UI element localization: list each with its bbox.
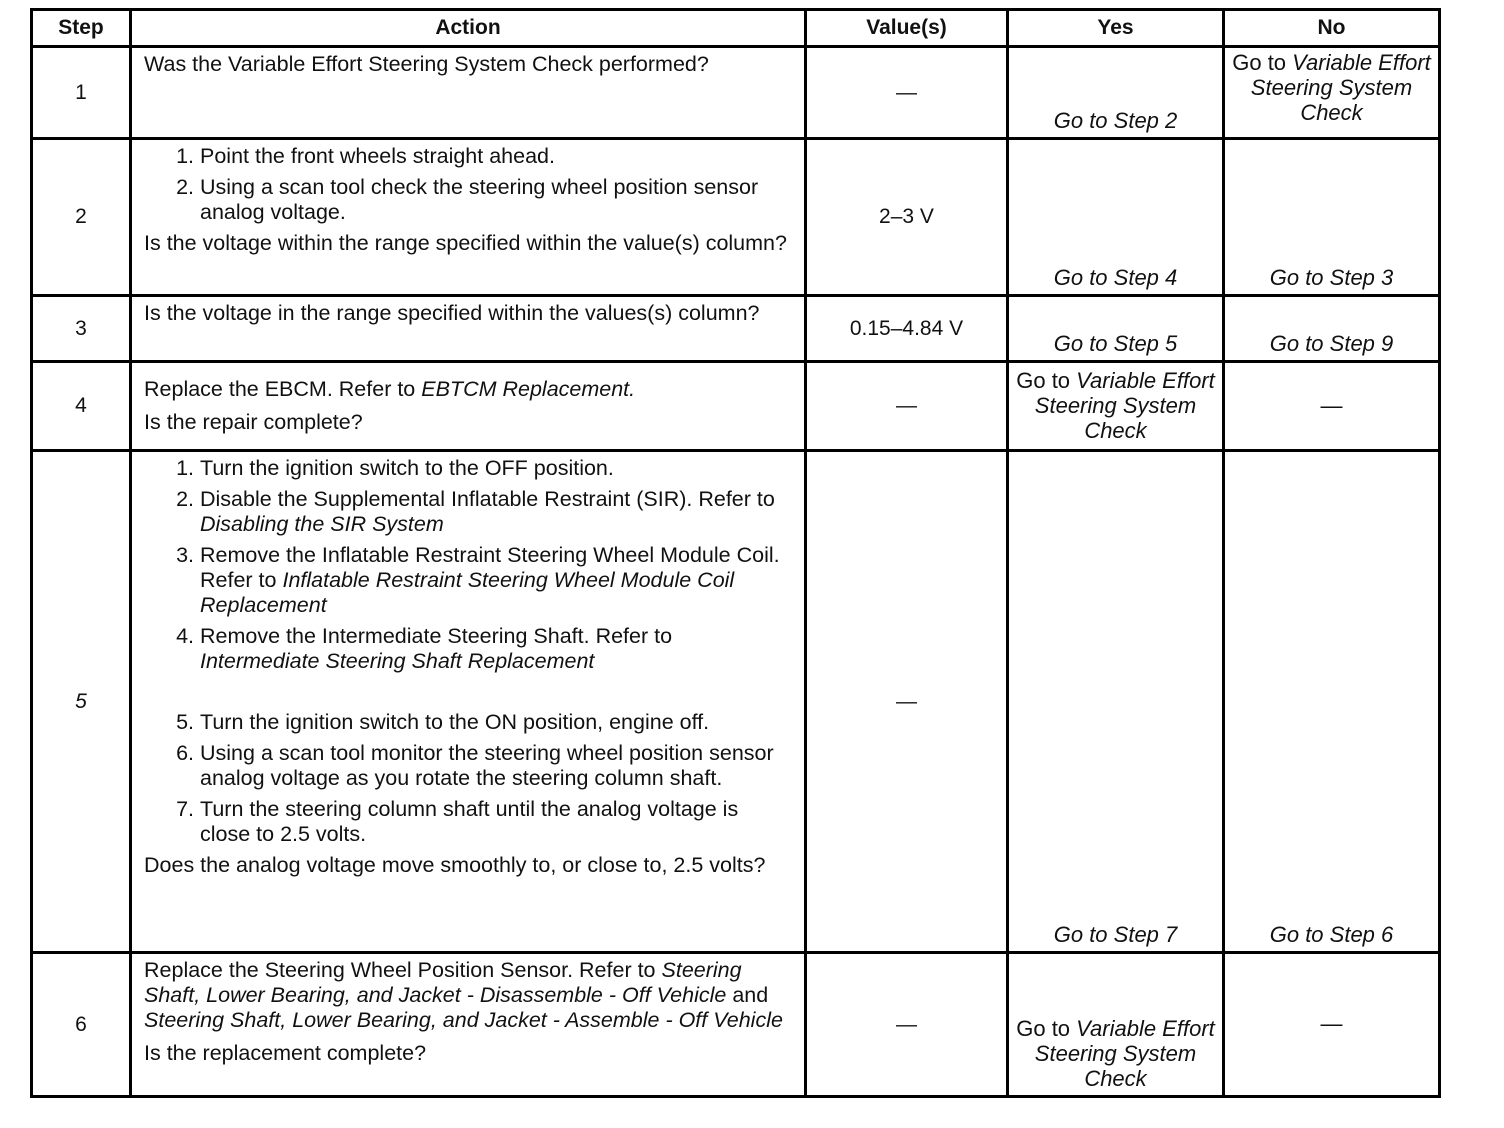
value-cell: 2–3 V xyxy=(806,139,1008,296)
no-prefix: Go to xyxy=(1232,50,1287,75)
reference-link[interactable]: Inflatable Restraint Steering Wheel Module Coil Replacement xyxy=(200,568,735,617)
header-yes: Yes xyxy=(1008,10,1224,47)
action-text xyxy=(144,958,794,1033)
header-no: No xyxy=(1224,10,1440,47)
reference-link[interactable]: Steering Shaft, Lower Bearing, and Jacket - Assemble - Off Vehicle xyxy=(144,1008,783,1032)
yes-cell xyxy=(1008,953,1224,1097)
yes-cell xyxy=(1008,296,1224,362)
yes-link[interactable]: Go to Step 5 xyxy=(1053,331,1178,356)
list-item: 2. Using a scan tool check the steering wheel position sensor analog voltage. xyxy=(200,175,794,225)
instruction-text: Turn the ignition switch to the OFF position. xyxy=(200,456,614,480)
instruction-text: Turn the steering column shaft until the analog voltage is close to 2.5 volts. xyxy=(200,797,739,846)
step-number: 4 xyxy=(32,362,131,451)
instruction-text: Disable the Supplemental Inflatable Restraint (SIR). Refer to xyxy=(200,487,775,511)
question-text: Is the repair complete? xyxy=(144,410,363,434)
action-text xyxy=(144,377,794,402)
no-cell xyxy=(1224,139,1440,296)
no-link[interactable]: Go to Step 3 xyxy=(1269,265,1394,290)
instruction-text: Remove the Inflatable Restraint Steering Wheel Module Coil. Refer to xyxy=(200,543,780,592)
question-text: Does the analog voltage move smoothly to, or close to, 2.5 volts? xyxy=(144,853,766,877)
step-number: 1 xyxy=(32,47,131,139)
header-row xyxy=(32,10,1440,47)
value-cell: 0.15–4.84 V xyxy=(806,296,1008,362)
reference-link[interactable]: Steering Shaft, Lower Bearing, and Jacket - Disassemble - Off Vehicle xyxy=(144,958,742,1007)
reference-link[interactable]: Disabling the SIR System xyxy=(200,512,444,536)
value-cell: — xyxy=(806,451,1008,953)
list-item xyxy=(200,741,794,791)
value-cell: — xyxy=(806,47,1008,139)
conjunction-text: and xyxy=(732,983,769,1007)
header-values: Value(s) xyxy=(806,10,1008,47)
yes-cell xyxy=(1008,451,1224,953)
no-link[interactable]: Go to Step 6 xyxy=(1269,922,1394,947)
question-text: Was the Variable Effort Steering System Check performed? xyxy=(144,52,709,76)
table-row-step-2 xyxy=(32,139,1440,296)
action-cell xyxy=(131,953,806,1097)
header-action: Action xyxy=(131,10,806,47)
action-cell xyxy=(131,451,806,953)
value-cell: — xyxy=(806,953,1008,1097)
spacer xyxy=(200,674,794,704)
yes-cell xyxy=(1008,47,1224,139)
step-number: 5 xyxy=(32,451,131,953)
list-item xyxy=(200,543,794,618)
diagnostic-table xyxy=(30,8,1441,1098)
reference-link[interactable]: Intermediate Steering Shaft Replacement xyxy=(200,649,595,673)
instruction-list xyxy=(144,144,794,225)
yes-link[interactable]: Go to Step 2 xyxy=(1053,108,1178,133)
yes-link[interactable]: Go to Step 7 xyxy=(1053,922,1178,947)
instruction-text: Using a scan tool monitor the steering wheel position sensor analog voltage as you rotate the steering column shaft. xyxy=(200,741,774,790)
instruction-text: Remove the Intermediate Steering Shaft. Refer to xyxy=(200,624,673,648)
action-cell xyxy=(131,139,806,296)
no-cell xyxy=(1224,451,1440,953)
list-item xyxy=(200,710,794,735)
instruction-text: Replace the EBCM. Refer to xyxy=(144,377,416,401)
action-cell xyxy=(131,47,806,139)
step-number: 2 xyxy=(32,139,131,296)
action-cell xyxy=(131,296,806,362)
value-cell: — xyxy=(806,362,1008,451)
instruction-text: Replace the Steering Wheel Position Sensor. Refer to xyxy=(144,958,656,982)
table-row-step-3 xyxy=(32,296,1440,362)
action-cell xyxy=(131,362,806,451)
no-cell xyxy=(1224,47,1440,139)
no-cell xyxy=(1224,296,1440,362)
yes-prefix: Go to xyxy=(1016,367,1071,393)
yes-cell xyxy=(1008,139,1224,296)
question-text: Is the voltage in the range specified within the values(s) column? xyxy=(144,301,760,325)
table-row-step-5 xyxy=(32,451,1440,953)
reference-link[interactable]: EBTCM Replacement. xyxy=(421,377,636,401)
list-item xyxy=(200,456,794,481)
no-cell: — xyxy=(1224,953,1440,1097)
yes-link[interactable]: Go to Step 4 xyxy=(1053,265,1178,290)
instruction-text: Turn the ignition switch to the ON position, engine off. xyxy=(200,710,710,734)
table-row-step-4 xyxy=(32,362,1440,451)
list-item xyxy=(200,624,794,704)
table-row-step-6 xyxy=(32,953,1440,1097)
header-step: Step xyxy=(32,10,131,47)
list-item xyxy=(200,797,794,847)
step-number: 6 xyxy=(32,953,131,1097)
list-item: 1. Point the front wheels straight ahead. xyxy=(200,144,794,169)
no-cell: — xyxy=(1224,362,1440,451)
yes-link[interactable]: Variable Effort Steering System Check xyxy=(1034,367,1215,443)
question-text: Is the replacement complete? xyxy=(144,1041,427,1065)
step-number: 3 xyxy=(32,296,131,362)
table-row-step-1 xyxy=(32,47,1440,139)
list-item xyxy=(200,487,794,537)
yes-cell xyxy=(1008,362,1224,451)
no-link[interactable]: Variable Effort Steering System Check xyxy=(1250,50,1431,125)
yes-prefix: Go to xyxy=(1016,1016,1071,1041)
question-text: Is the voltage within the range specified within the value(s) column? xyxy=(144,231,787,255)
yes-link[interactable]: Variable Effort Steering System Check xyxy=(1034,1016,1215,1091)
no-link[interactable]: Go to Step 9 xyxy=(1269,331,1394,356)
instruction-list xyxy=(144,456,794,847)
